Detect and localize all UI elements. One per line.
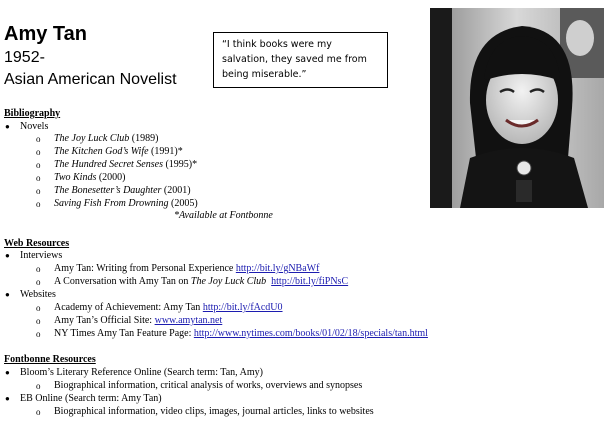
book-item: Saving Fish From Drowning (2005) xyxy=(54,198,198,209)
site2-link[interactable]: www.amytan.net xyxy=(154,315,223,326)
sub-bullet: o xyxy=(36,147,41,157)
author-name: Amy Tan xyxy=(4,23,87,45)
book-item: Two Kinds (2000) xyxy=(54,172,126,183)
sub-bullet: o xyxy=(36,160,41,170)
site1-link[interactable]: http://bit.ly/fAcdU0 xyxy=(202,302,283,313)
interview1-link[interactable]: http://bit.ly/gNBaWf xyxy=(235,263,320,274)
bibliography-heading: Bibliography xyxy=(4,108,61,119)
sub-bullet: o xyxy=(36,277,41,287)
book-item: The Hundred Secret Senses (1995)* xyxy=(54,159,198,170)
database-item: Bloom’s Literary Reference Online (Search term: Tan, Amy) xyxy=(20,367,263,378)
interview-item: Amy Tan: Writing from Personal Experience http://bit.ly/gNBaWf xyxy=(54,263,320,274)
author-photo xyxy=(430,8,604,208)
bullet: ● xyxy=(5,122,10,131)
database-description: Biographical information, video clips, images, journal articles, links to websites xyxy=(54,406,374,417)
website-item: Amy Tan’s Official Site: www.amytan.net xyxy=(54,315,223,326)
sub-bullet: o xyxy=(36,329,41,339)
bullet: ● xyxy=(5,290,10,299)
database-item: EB Online (Search term: Amy Tan) xyxy=(20,393,162,404)
sub-bullet: o xyxy=(36,134,41,144)
book-item: The Bonesetter’s Daughter (2001) xyxy=(54,185,191,196)
sub-bullet: o xyxy=(36,199,41,209)
book-item: The Kitchen God’s Wife (1991)* xyxy=(54,146,183,157)
novels-label: Novels xyxy=(20,121,49,132)
web-resources-heading: Web Resources xyxy=(4,238,70,249)
fontbonne-heading: Fontbonne Resources xyxy=(4,354,96,365)
interview2-link[interactable]: http://bit.ly/fiPNsC xyxy=(271,276,349,287)
bullet: ● xyxy=(5,394,10,403)
sub-bullet: o xyxy=(36,303,41,313)
bullet: ● xyxy=(5,368,10,377)
sub-bullet: o xyxy=(36,381,41,391)
interviews-label: Interviews xyxy=(20,250,63,261)
author-subtitle: Asian American Novelist xyxy=(4,71,177,88)
websites-label: Websites xyxy=(20,289,56,300)
quote-box xyxy=(213,32,388,88)
sub-bullet: o xyxy=(36,264,41,274)
website-item: Academy of Achievement: Amy Tan http://bit.ly/fAcdU0 xyxy=(54,302,283,313)
bullet: ● xyxy=(5,251,10,260)
quote-text: “I think books were my salvation, they saved me from being miserable.” xyxy=(222,39,367,80)
sub-bullet: o xyxy=(36,173,41,183)
sub-bullet: o xyxy=(36,316,41,326)
sub-bullet: o xyxy=(36,407,41,417)
birth-year: 1952- xyxy=(4,49,45,66)
sub-bullet: o xyxy=(36,186,41,196)
book-item: The Joy Luck Club (1989) xyxy=(54,133,159,144)
availability-note: *Available at Fontbonne xyxy=(174,210,273,221)
website-item: NY Times Amy Tan Feature Page: http://www.nytimes.com/books/01/02/18/specials/tan.html xyxy=(54,328,428,339)
database-description: Biographical information, critical analysis of works, overviews and synopses xyxy=(54,380,363,391)
interview-item: A Conversation with Amy Tan on The Joy Luck Club http://bit.ly/fiPNsC xyxy=(54,276,349,287)
site3-link[interactable]: http://www.nytimes.com/books/01/02/18/specials/tan.html xyxy=(193,328,428,339)
